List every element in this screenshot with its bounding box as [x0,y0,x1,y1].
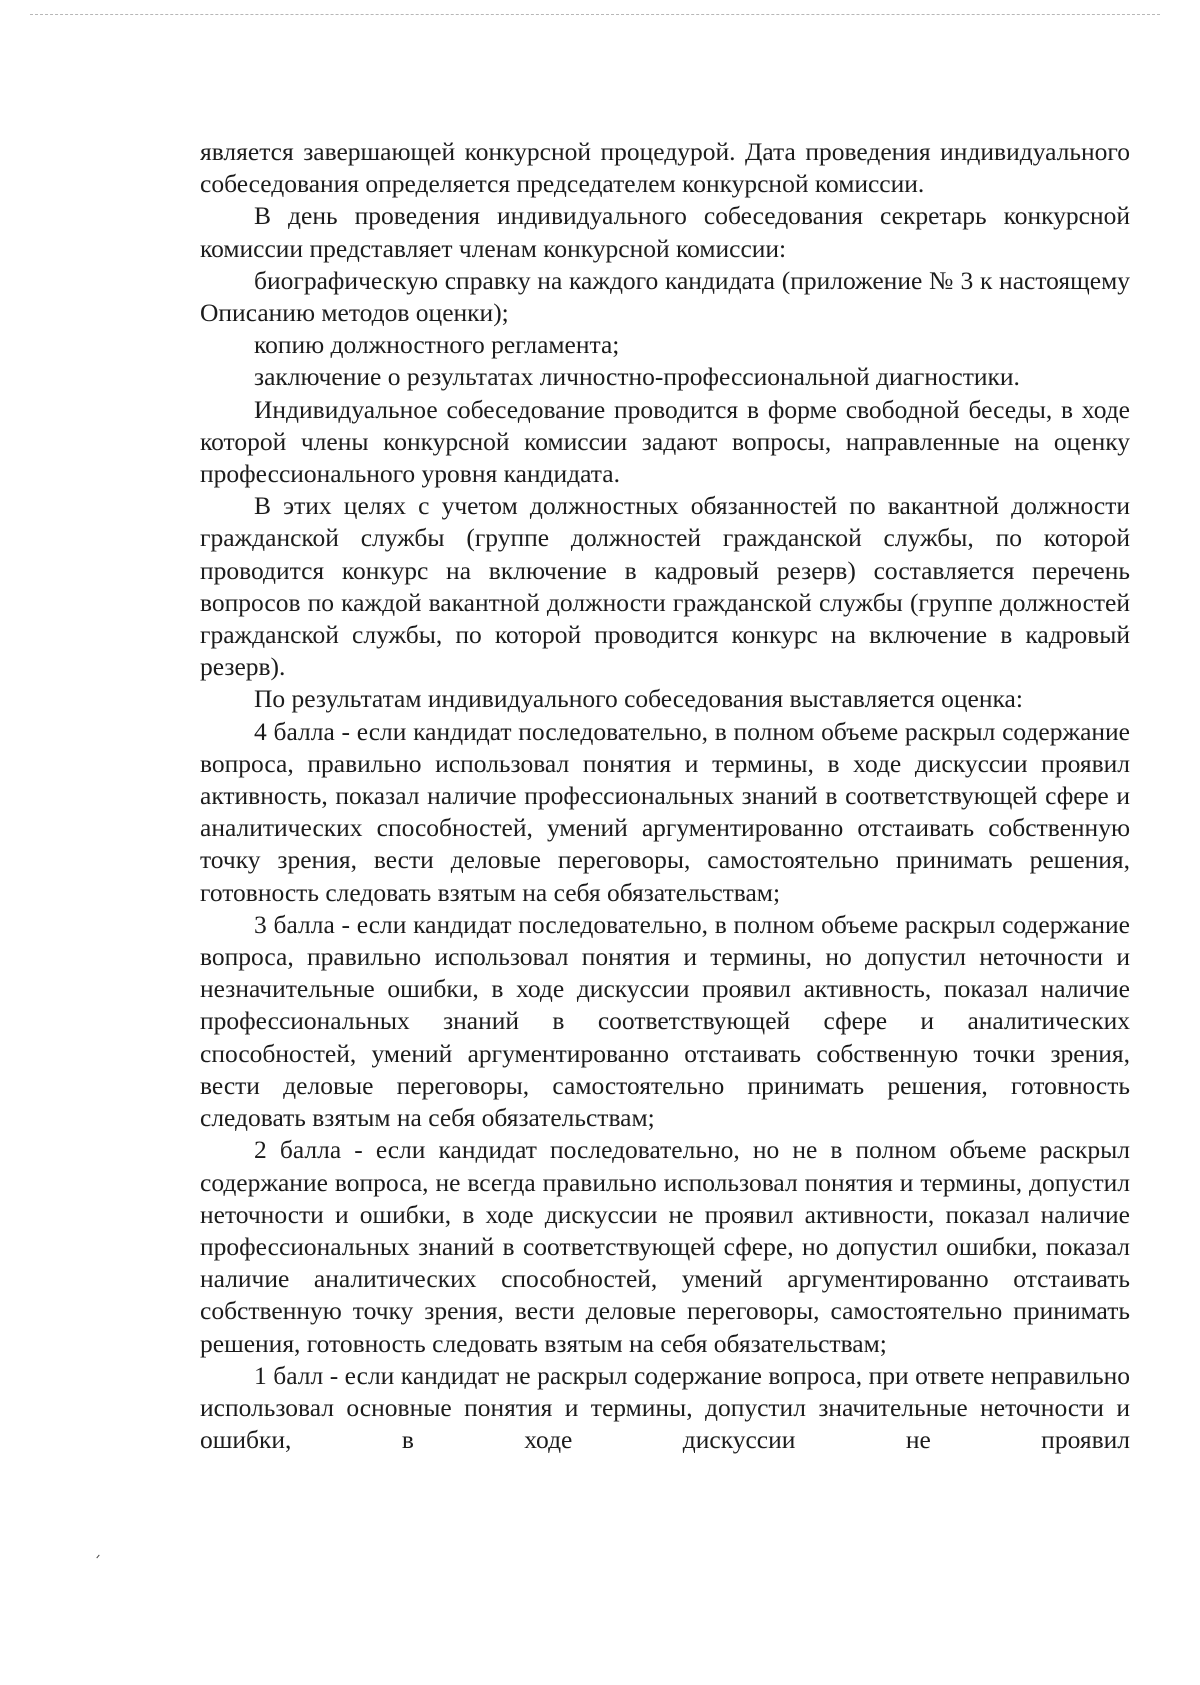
scan-edge-line [30,14,1160,15]
paragraph-continuation: является завершающей конкурсной процедурой. Дата проведения индивидуального собеседования определяется председателем конкурсной комиссии. [200,137,1130,199]
document-body [200,136,1130,1456]
paragraph-assessment-intro: По результатам индивидуального собеседования выставляется оценка: [254,684,1023,714]
paragraph-interview-day: В день проведения индивидуального собеседования секретарь конкурсной комиссии представляет членам конкурсной комиссии: [200,201,1130,263]
scan-speck [96,1555,99,1559]
paragraph-biography: биографическую справку на каждого кандидата (приложение № 3 к настоящему Описанию методов оценки); [200,265,1130,328]
paragraph-score-4: 4 балла - если кандидат последовательно, в полном объеме раскрыл содержание вопроса, правильно использовал понятия и термины, в ходе дискуссии проявил активность, показал наличие профессиональных знаний в соответствующей сфере и аналитических способностей, умений аргументированно отстаивать собственную точку зрения, вести деловые переговоры, самостоятельно принимать решения, готовность следовать взятым на себя обязательствам; [200,716,1130,907]
paragraph-score-1: 1 балл - если кандидат не раскрыл содержание вопроса, при ответе неправильно использовал основные понятия и термины, допустил значительные неточности и ошибки, в ходе дискуссии не проявил [200,1360,1130,1455]
paragraph-score-3: 3 балла - если кандидат последовательно, в полном объеме раскрыл содержание вопроса, правильно использовал понятия и термины, но допустил неточности и незначительные ошибки, в ходе дискуссии проявил активность, показал наличие профессиональных знаний в соответствующей сфере и аналитических способностей, умений аргументированно отстаивать собственную точки зрения, вести деловые переговоры, самостоятельно принимать решения, готовность следовать взятым на себя обязательствам; [200,909,1130,1133]
paragraph-question-list: В этих целях с учетом должностных обязанностей по вакантной должности гражданской службы (группе должностей гражданской службы, по которой проводится конкурс на включение в кадровый резерв) составляется перечень вопросов по каждой вакантной должности гражданской службы (группе должностей гражданской службы, по которой проводится конкурс на включение в кадровый резерв). [200,491,1130,682]
paragraph-interview-form: Индивидуальное собеседование проводится в форме свободной беседы, в ходе которой члены конкурсной комиссии задают вопросы, направленные на оценку профессионального уровня кандидата. [200,394,1130,489]
paragraph-score-2: 2 балла - если кандидат последовательно, но не в полном объеме раскрыл содержание вопроса, не всегда правильно использовал понятия и термины, допустил неточности и ошибки, в ходе дискуссии не проявил активности, показал наличие профессиональных знаний в соответствующей сфере, но допустил ошибки, показал наличие аналитических способностей, умений аргументированно отстаивать собственную точку зрения, вести деловые переговоры, самостоятельно принимать решения, готовность следовать взятым на себя обязательствам; [200,1135,1130,1358]
paragraph-regulation-copy: копию должностного регламента; [254,330,620,360]
paragraph-diagnostics: заключение о результатах личностно-профессиональной диагностики. [254,362,1020,392]
